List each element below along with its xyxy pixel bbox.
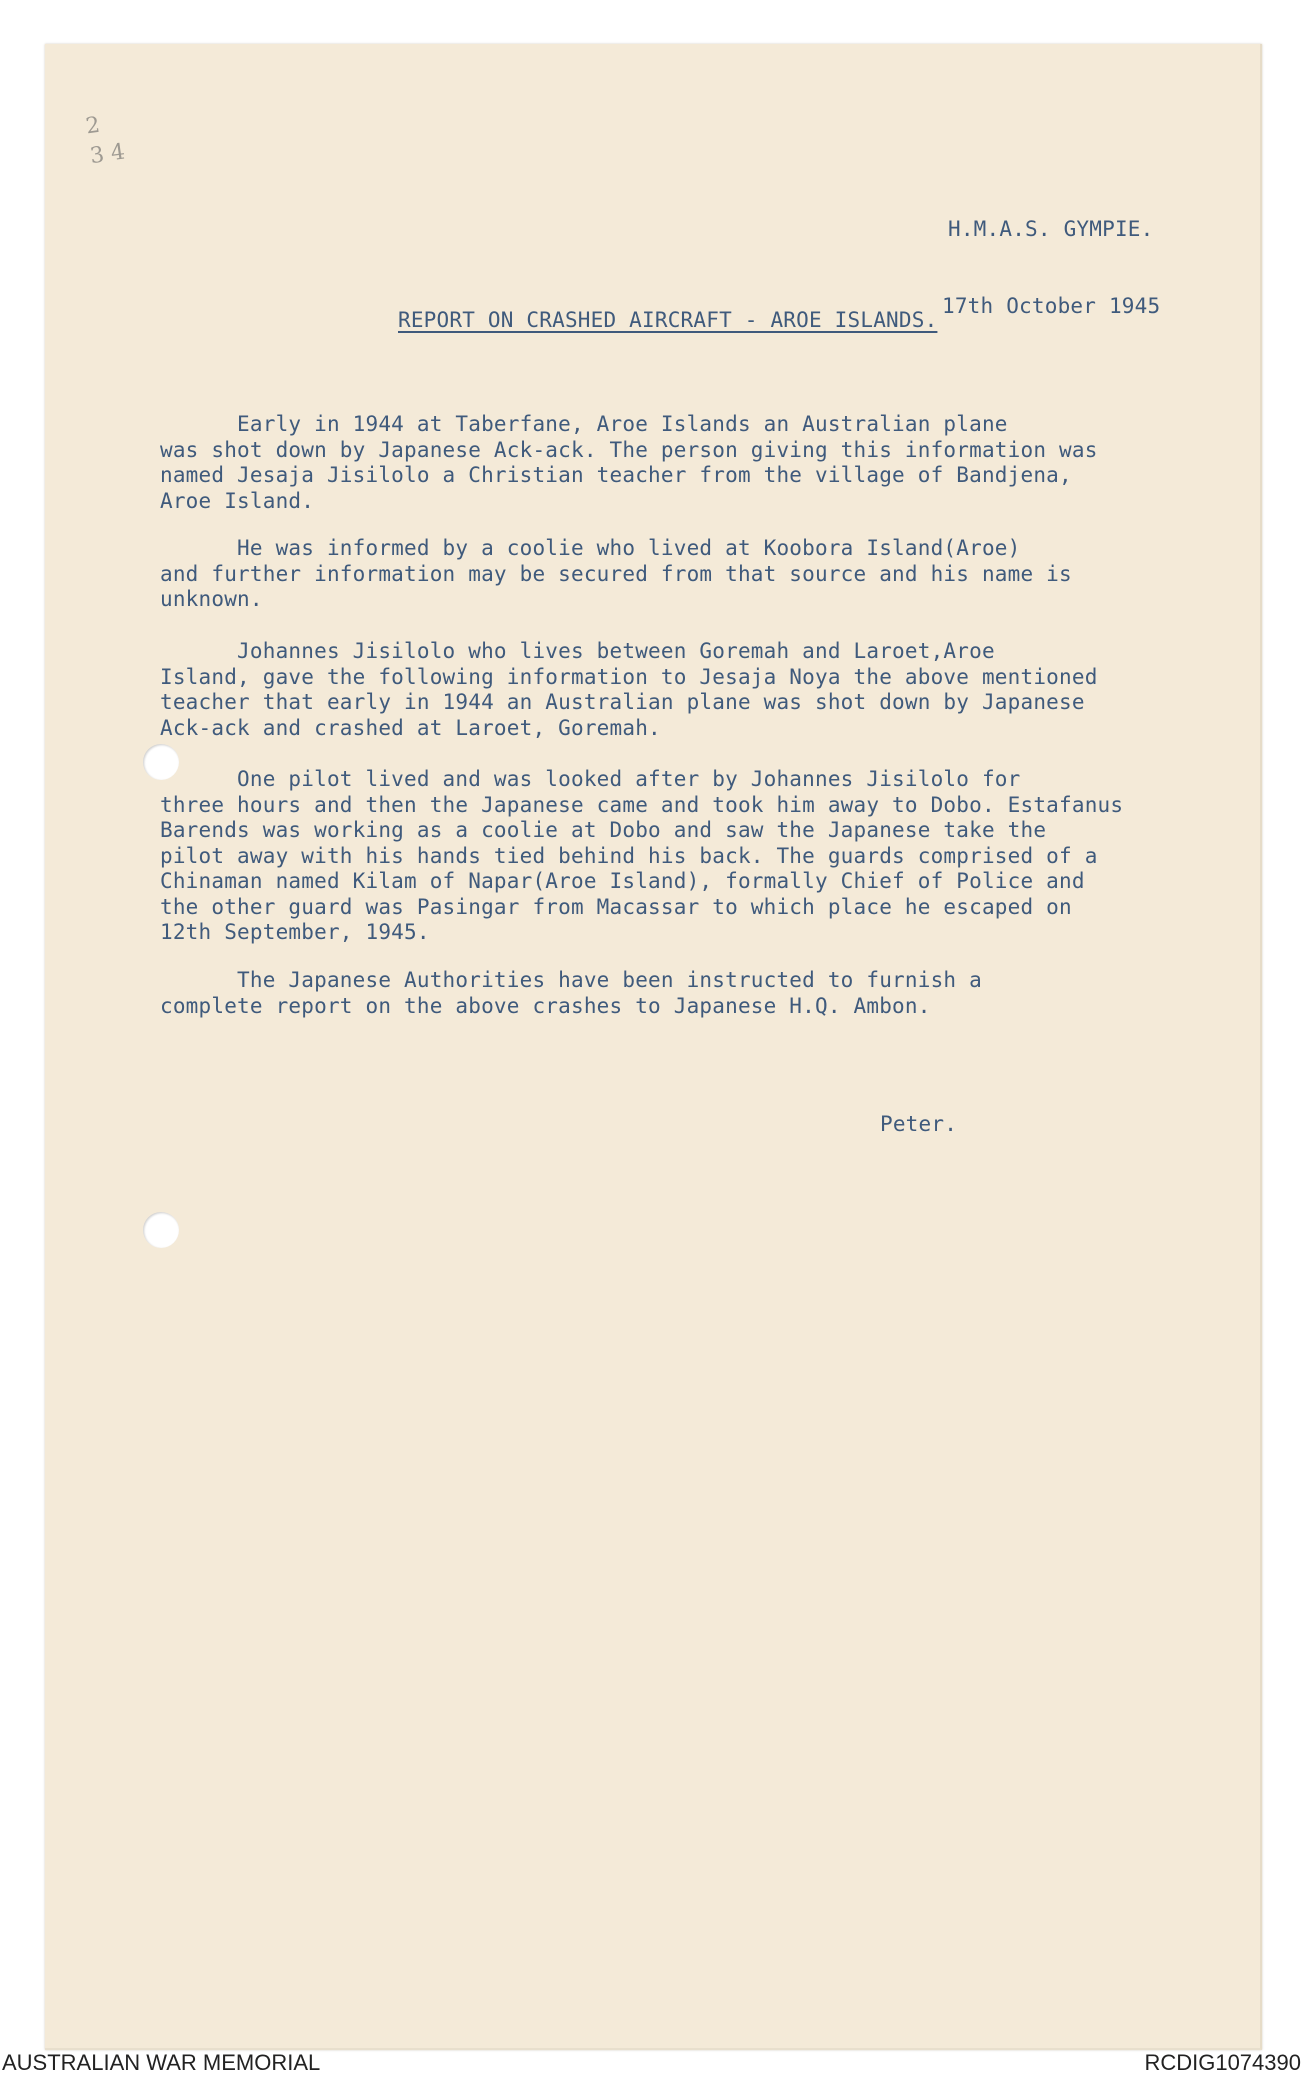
ship-name: H.M.A.S. GYMPIE.	[948, 217, 1154, 241]
paragraph-4: One pilot lived and was looked after by Johannes Jisilolo for three hours and then the Japanese came and took him away to Dobo. Estafanus Barends was working as a coolie at Dobo and saw the Japanese take the pilot away with his hands tied behind his back. The guards comprised of a Chinaman named Kilam of Napar(Aroe Island), formally Chief of Police and the other guard was Pasingar from Macassar to which place he escaped on 12th September, 1945.	[160, 767, 1124, 944]
paragraph-2: He was informed by a coolie who lived at Koobora Island(Aroe) and further information may be secured from that source and his name is unknown.	[160, 536, 1072, 611]
footer-record-id: RCDIG1074390	[1144, 2050, 1301, 2075]
document-page	[45, 44, 1262, 2050]
signature: Peter.	[880, 1112, 958, 1136]
footer-archive-name: AUSTRALIAN WAR MEMORIAL	[2, 2050, 321, 2075]
document-header	[942, 166, 1160, 345]
pencil-annotation: 2 3 4	[84, 112, 127, 170]
document-date: 17th October 1945	[942, 293, 1161, 318]
paragraph-5: The Japanese Authorities have been instructed to furnish a complete report on the above crashes to Japanese H.Q. Ambon.	[160, 968, 982, 1018]
punch-hole	[143, 1212, 179, 1248]
paragraph-1: Early in 1944 at Taberfane, Aroe Islands an Australian plane was shot down by Japanese Ack-ack. The person giving this information was named Jesaja Jisilolo a Christian teacher from the village of Bandjena, Aroe Island.	[160, 412, 1098, 513]
document-title: REPORT ON CRASHED AIRCRAFT - AROE ISLANDS.	[398, 308, 938, 332]
paragraph-3: Johannes Jisilolo who lives between Goremah and Laroet,Aroe Island, gave the following information to Jesaja Noya the above mentioned teacher that early in 1944 an Australian plane was shot down by Japanese Ack-ack and crashed at Laroet, Goremah.	[160, 639, 1098, 740]
